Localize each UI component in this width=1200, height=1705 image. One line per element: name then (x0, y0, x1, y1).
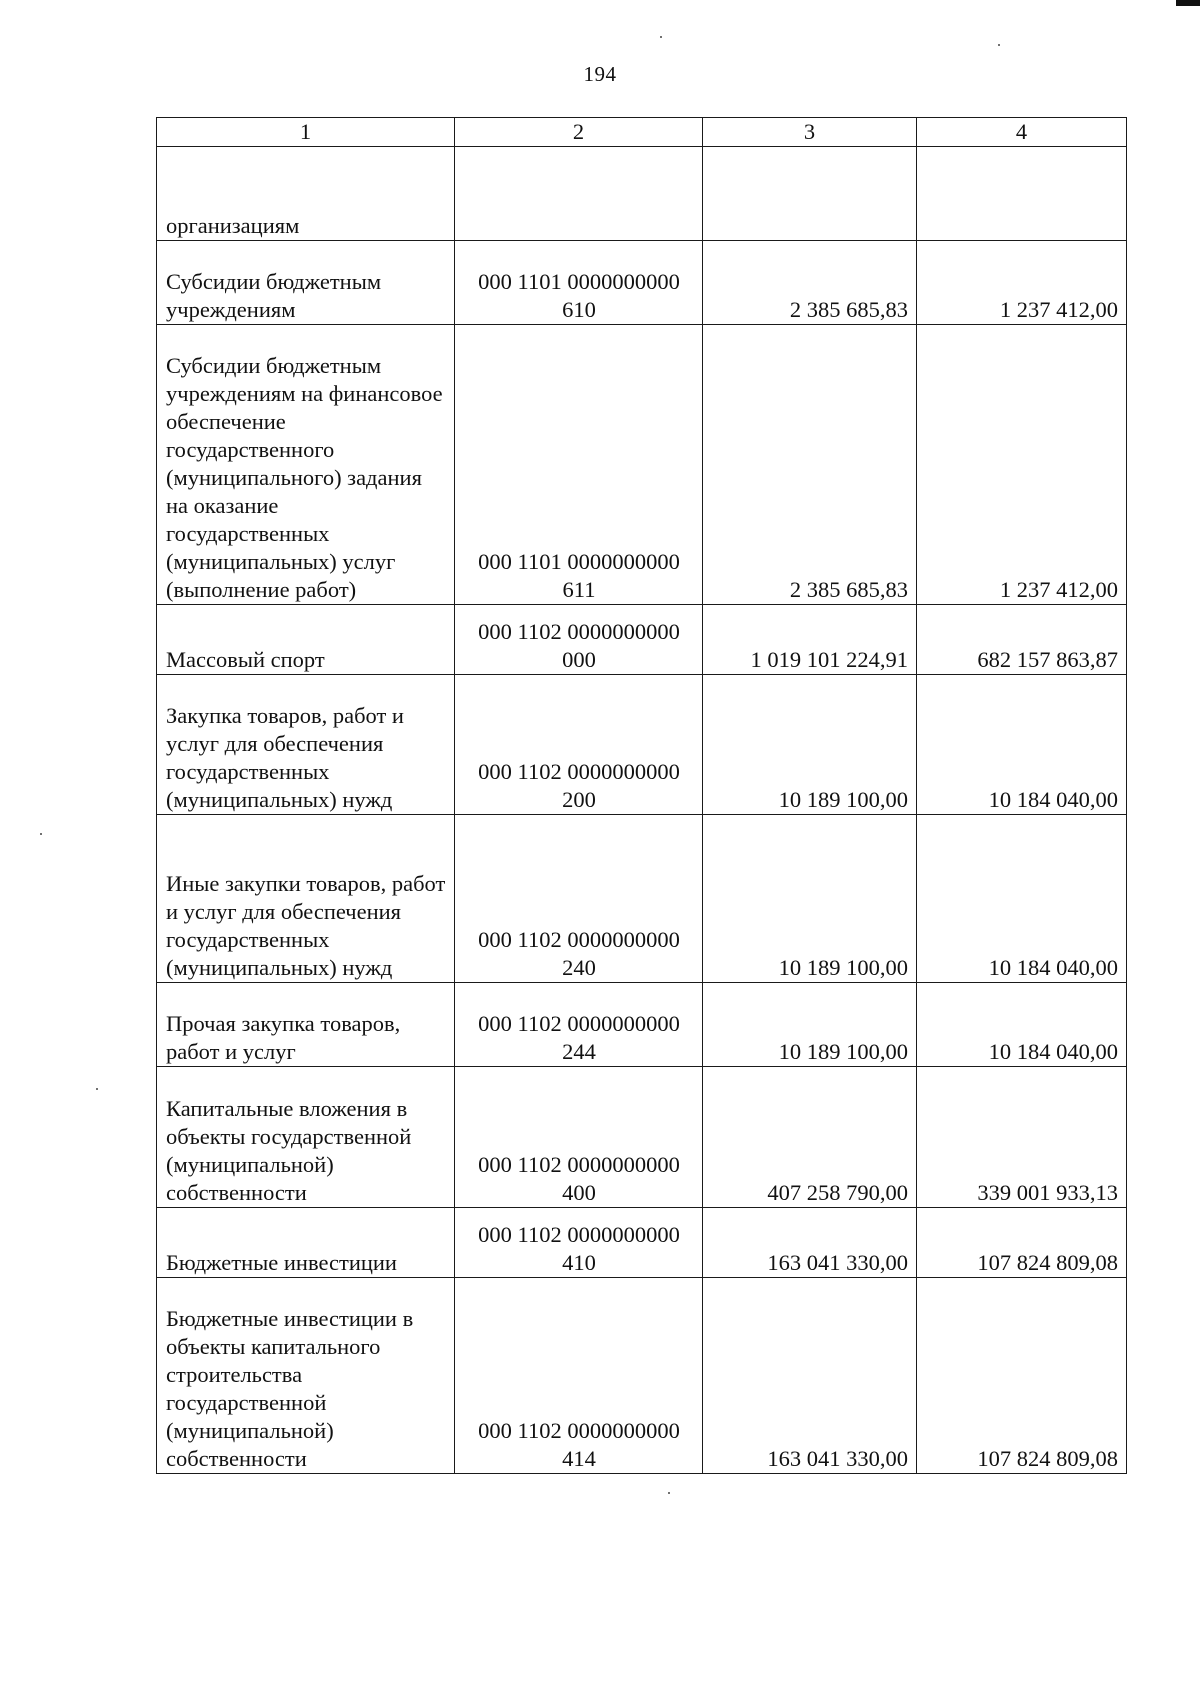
row-name-cell (157, 1278, 455, 1474)
scan-speck (668, 1492, 670, 1494)
row-amount-4: 10 184 040,00 (917, 675, 1127, 815)
row-name-cell (157, 1208, 455, 1278)
row-amount-4: 682 157 863,87 (917, 605, 1127, 675)
row-name-cell (157, 241, 455, 325)
row-amount-3: 10 189 100,00 (703, 815, 917, 983)
row-amount-3: 407 258 790,00 (703, 1067, 917, 1208)
row-code-cell (455, 605, 703, 675)
row-name: Субсидии бюджетным учреждениям (166, 269, 382, 322)
scan-corner-mark (1176, 0, 1200, 6)
row-name-cell (157, 147, 455, 241)
row-code-primary: 000 1101 0000000000 (478, 269, 680, 294)
row-name-cell (157, 815, 455, 983)
table-row (157, 325, 1127, 605)
table-row (157, 815, 1127, 983)
scan-speck (660, 36, 662, 38)
table-row (157, 241, 1127, 325)
table-row (157, 675, 1127, 815)
row-amount-3: 2 385 685,83 (703, 241, 917, 325)
row-amount-4: 1 237 412,00 (917, 325, 1127, 605)
row-amount-4: 10 184 040,00 (917, 983, 1127, 1067)
row-name-cell (157, 675, 455, 815)
row-code-primary: 000 1102 0000000000 (478, 759, 680, 784)
row-code-cell (455, 1208, 703, 1278)
row-code-type: 244 (562, 1039, 596, 1064)
row-name: Массовый спорт (166, 647, 325, 672)
row-name: Прочая закупка товаров, работ и услуг (166, 1011, 401, 1064)
row-amount-4: 107 824 809,08 (917, 1208, 1127, 1278)
row-code-cell (455, 147, 703, 241)
row-amount-4: 339 001 933,13 (917, 1067, 1127, 1208)
row-code-type: 610 (562, 297, 596, 322)
row-amount-3-cell (703, 147, 917, 241)
row-code-primary: 000 1102 0000000000 (478, 1011, 680, 1036)
row-code-type: 240 (562, 955, 596, 980)
table-row (157, 1208, 1127, 1278)
row-code-primary: 000 1102 0000000000 (478, 1152, 680, 1177)
column-header-3: 3 (703, 118, 917, 147)
row-code-type: 200 (562, 787, 596, 812)
row-code-primary: 000 1102 0000000000 (478, 1418, 680, 1443)
row-code-cell (455, 983, 703, 1067)
row-code-type: 400 (562, 1180, 596, 1205)
scan-speck (998, 44, 1000, 46)
row-code-cell (455, 1067, 703, 1208)
table-row (157, 1067, 1127, 1208)
row-name-cell (157, 325, 455, 605)
row-name: Субсидии бюджетным учреждениям на финансовое обеспечение государственного (муниципального) задания на оказание государственных (муниципальных) услуг (выполнение работ) (166, 353, 443, 602)
row-code-primary: 000 1102 0000000000 (478, 927, 680, 952)
column-header-row (157, 118, 1127, 147)
table-row (157, 605, 1127, 675)
row-amount-3: 10 189 100,00 (703, 675, 917, 815)
row-code-cell (455, 241, 703, 325)
row-name: Бюджетные инвестиции в объекты капитального строительства государственной (муниципальной) собственности (166, 1306, 414, 1471)
row-code-cell (455, 675, 703, 815)
row-code-primary: 000 1102 0000000000 (478, 1222, 680, 1247)
row-amount-3: 163 041 330,00 (703, 1278, 917, 1474)
table-row (157, 983, 1127, 1067)
row-amount-4-cell (917, 147, 1127, 241)
row-amount-4: 1 237 412,00 (917, 241, 1127, 325)
row-code-cell (455, 1278, 703, 1474)
table-row (157, 1278, 1127, 1474)
row-amount-3: 163 041 330,00 (703, 1208, 917, 1278)
row-name: организациям (166, 213, 300, 238)
column-header-2: 2 (455, 118, 703, 147)
row-code-type: 611 (562, 577, 596, 602)
scan-speck (40, 833, 42, 835)
row-amount-3: 10 189 100,00 (703, 983, 917, 1067)
row-name: Бюджетные инвестиции (166, 1250, 397, 1275)
page-number: 194 (583, 62, 617, 86)
row-code-type: 414 (562, 1446, 596, 1471)
row-code-type: 000 (562, 647, 596, 672)
row-name-cell (157, 605, 455, 675)
column-header-4: 4 (917, 118, 1127, 147)
table-row-continued (157, 147, 1127, 241)
row-name-cell (157, 983, 455, 1067)
row-amount-3: 1 019 101 224,91 (703, 605, 917, 675)
row-amount-4: 107 824 809,08 (917, 1278, 1127, 1474)
row-name-cell (157, 1067, 455, 1208)
row-code-type: 410 (562, 1250, 596, 1275)
row-code-primary: 000 1101 0000000000 (478, 549, 680, 574)
budget-table (156, 117, 1127, 1474)
row-name: Закупка товаров, работ и услуг для обеспечения государственных (муниципальных) нужд (166, 703, 404, 812)
scan-speck (96, 1088, 98, 1090)
row-code-primary: 000 1102 0000000000 (478, 619, 680, 644)
row-name: Иные закупки товаров, работ и услуг для обеспечения государственных (муниципальных) нужд (166, 871, 446, 980)
row-amount-4: 10 184 040,00 (917, 815, 1127, 983)
row-name: Капитальные вложения в объекты государственной (муниципальной) собственности (166, 1096, 412, 1205)
row-amount-3: 2 385 685,83 (703, 325, 917, 605)
column-header-1: 1 (157, 118, 455, 147)
row-code-cell (455, 815, 703, 983)
row-code-cell (455, 325, 703, 605)
